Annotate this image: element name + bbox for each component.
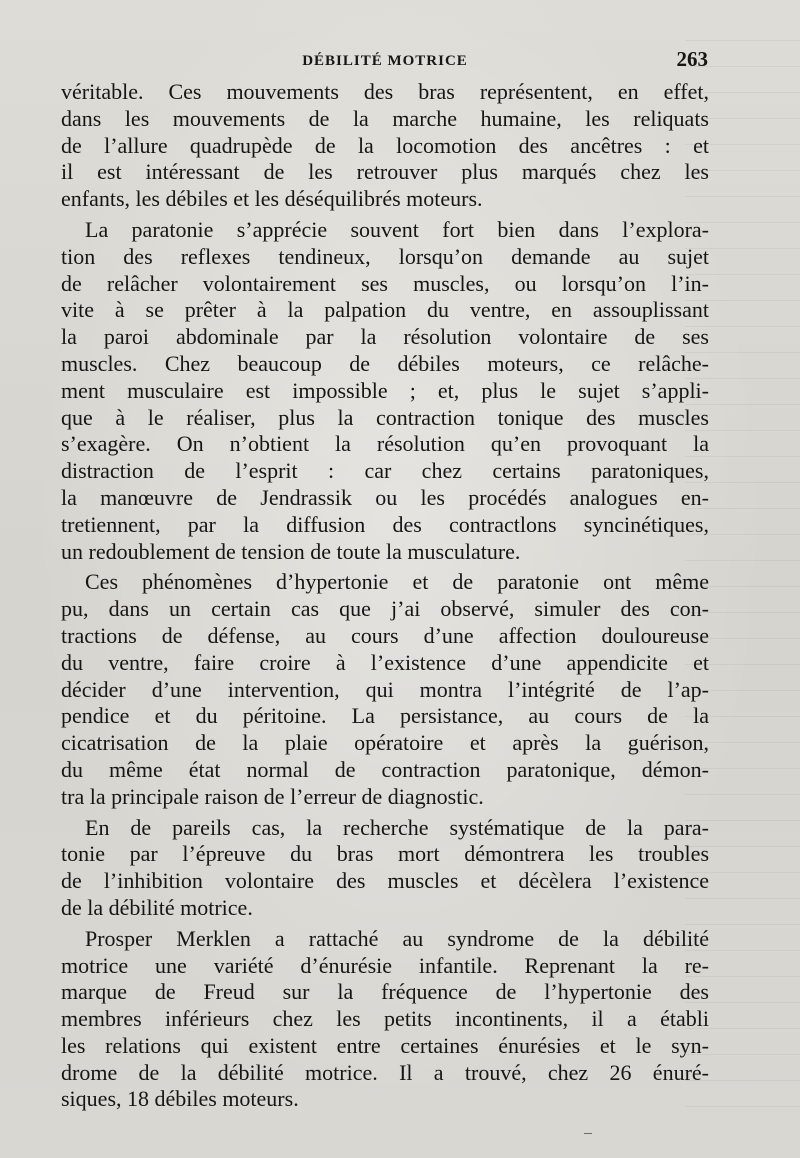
text-line: enfants, les débiles et les déséquilibrés moteurs. xyxy=(61,186,483,212)
text-line: la paroi abdominale par la résolution volontaire de ses xyxy=(61,324,709,350)
body-text xyxy=(61,79,709,1113)
text-line: membres inférieurs chez les petits incontinents, il a établi xyxy=(61,1006,709,1032)
text-line: les relations qui existent entre certaines énurésies et le syn- xyxy=(61,1032,709,1058)
text-line: de l’inhibition volontaire des muscles et décèlera l’existence xyxy=(61,868,709,894)
text-line: Prosper Merklen a rattaché au syndrome de la débilité xyxy=(85,925,709,951)
text-line: la manœuvre de Jendrassik ou les procédés analogues en- xyxy=(61,484,709,510)
text-line: Ces phénomènes d’hypertonie et de paratonie ont même xyxy=(85,569,709,595)
page-number: 263 xyxy=(676,47,708,71)
text-line: cicatrisation de la plaie opératoire et après la guérison, xyxy=(61,730,709,756)
text-line: décider d’une intervention, qui montra l’intégrité de l’ap- xyxy=(61,676,709,702)
text-line: tonie par l’épreuve du bras mort démontrera les troubles xyxy=(61,841,709,867)
paragraph xyxy=(61,569,709,810)
text-line: motrice une variété d’énurésie infantile. Reprenant la re- xyxy=(61,952,709,978)
paragraph xyxy=(61,217,709,565)
text-line: pendice et du péritoine. La persistance, au cours de la xyxy=(61,703,709,729)
running-title: DÉBILITÉ MOTRICE xyxy=(302,53,468,69)
text-line: du même état normal de contraction paratonique, démon- xyxy=(61,756,709,782)
paragraph xyxy=(61,815,709,922)
paragraph xyxy=(61,926,709,1114)
text-line: vite à se prêter à la palpation du ventre, en assouplissant xyxy=(61,297,709,323)
text-line: distraction de l’esprit : car chez certains paratoniques, xyxy=(61,458,709,484)
text-line: dans les mouvements de la marche humaine, les reliquats xyxy=(61,105,709,131)
text-line: muscles. Chez beaucoup de débiles moteurs, ce relâche- xyxy=(61,350,709,376)
text-line: un redoublement de tension de toute la musculature. xyxy=(61,538,521,564)
text-line: siques, 18 débiles moteurs. xyxy=(61,1086,299,1112)
text-line: du ventre, faire croire à l’existence d’une appendicite et xyxy=(61,649,709,675)
text-line: de la débilité motrice. xyxy=(61,894,253,920)
text-line: En de pareils cas, la recherche systématique de la para- xyxy=(85,814,709,840)
text-line: tretiennent, par la diffusion des contractlons syncinétiques, xyxy=(61,511,709,537)
text-line: pu, dans un certain cas que j’ai observé, simuler des con- xyxy=(61,596,709,622)
text-line: ment musculaire est impossible ; et, plus le sujet s’appli- xyxy=(61,377,709,403)
text-line: véritable. Ces mouvements des bras représentent, en effet, xyxy=(61,79,709,104)
paragraph xyxy=(61,79,709,213)
text-line: tra la principale raison de l’erreur de diagnostic. xyxy=(61,783,484,809)
text-line: tion des reflexes tendineux, lorsqu’on demande au sujet xyxy=(61,243,709,269)
text-line: s’exagère. On n’obtient la résolution qu’en provoquant la xyxy=(61,431,709,457)
page-mark xyxy=(584,1133,592,1134)
page-header xyxy=(62,45,708,75)
text-line: de relâcher volontairement ses muscles, ou lorsqu’on l’in- xyxy=(61,270,709,296)
text-line: La paratonie s’apprécie souvent fort bien dans l’explora- xyxy=(85,216,709,242)
text-line: marque de Freud sur la fréquence de l’hypertonie des xyxy=(61,979,709,1005)
text-line: que à le réaliser, plus la contraction tonique des muscles xyxy=(61,404,709,430)
text-line: drome de la débilité motrice. Il a trouvé, chez 26 énuré- xyxy=(61,1059,709,1085)
text-line: tractions de défense, au cours d’une affection douloureuse xyxy=(61,622,709,648)
text-line: il est intéressant de les retrouver plus marqués chez les xyxy=(61,159,709,185)
text-line: de l’allure quadrupède de la locomotion des ancêtres : et xyxy=(61,132,709,158)
